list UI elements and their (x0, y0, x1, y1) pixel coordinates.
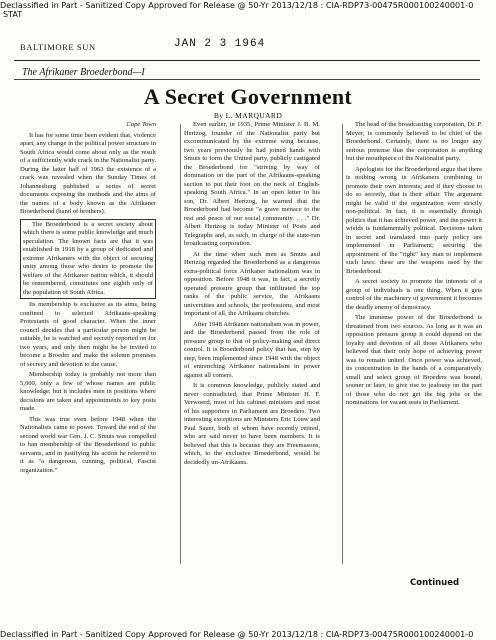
dateline: Cape Town (126, 121, 156, 128)
column-divider (180, 124, 181, 564)
paragraph: The immense power of the Broederbond is threatened from two sources. As long as it was an opposition pressure group it could depend on the loyalty and devotion of all those Afrikaners who believed that their only hope of achieving power was to remain united. Once power was achieved, its concentration in the hands of a comparatively small and select group of Broeders was bound, sooner or later, to give rise to jealousy on the part of those who do not get the big jobs or the nominations for vacant seats in Parliament. (346, 314, 482, 406)
article-column-3 (346, 121, 482, 566)
paragraph: Membership today is probably not more than 5,000, only a few of whose names are public knowledge; but it includes men in positions where decisions are taken and appointments to key posts made. (20, 371, 156, 412)
article-byline: By L. MARQUARD (213, 111, 283, 120)
paragraph: After 1948 Afrikaner nationalism was in power, and the Broederbond passed from the role of pressure group to that of policy-making and direct control. It is Broederbond policy that has, step by step, been implemented since 1948 with the object of entrenching Afrikaner nationalism in power against all comers. (184, 320, 320, 379)
date-stamp: JAN 2 3 1964 (174, 38, 266, 50)
paragraph: At the time when such men as Smuts and Hertzog regarded the Broederbond as a dangerous extra-political force Afrikaner nationalism was in opposition. Before 1948 it was, in fact, a secretly operated pressure group that infiltrated the top ranks of the public service, the Afrikaans universities and schools, the professions, and most important of all, the Afrikaans churches. (184, 250, 320, 317)
article-column-1 (20, 121, 156, 566)
paragraph: A secret society to promote the interests of a group of individuals is one thing. When it gets control of the machinery of government it becomes the deadly enemy of democracy. (346, 278, 482, 311)
kicker-rule (14, 79, 480, 80)
continued-label: Continued (410, 578, 460, 588)
column-divider (342, 124, 343, 564)
article-column-2 (184, 121, 320, 566)
declassification-banner-bottom: Declassified in Part - Sanitized Copy Approved for Release @ 50-Yr 2013/12/18 : CIA-RDP73-00475R000100240001-0 (0, 629, 496, 640)
masthead-rule (14, 60, 480, 61)
article-headline: A Secret Government (143, 84, 353, 109)
paragraph: Apologists for the Broederbond argue that there is nothing wrong in Afrikaners combining to promote their own interests; and if they choose to do so secretly, that is their affair. The argument might be valid if the organization were strictly non-political. In fact, it is essentially through politics that it has achieved power, and the power it wields is fundamentally political. Decisions taken in secret and translated into party policy are implemented in Parliament; securing the appointment of the "right" key man to implement such laws: these are the weapons used by the Broederbond. (346, 165, 482, 275)
paragraph: This was true even before 1948 when the Nationalists came to power. Toward the end of the second world war Gen. J. C. Smuts was compelled to ban membership of the Broederbond to public servants, and in justifying his action he referred to it as "a dangerous, cunning, political, Fascist organization." (20, 415, 156, 474)
paragraph: It is common knowledge, publicly stated and never contradicted, that Prime Minister H. F. Verwoerd, most of his cabinet ministers and most of his supporters in Parliament are Broeders. Two interesting exceptions are Ministers Eric Louw and Paul Sauer, both of whom have recently retired, who are said never to have been members. It is believed that this is because they are Freemasons, which, to the exclusive Broederbond, would be decidedly un-Afrikaans. (184, 382, 320, 466)
paragraph: The head of the broadcasting corporation, Dr. P. Meyer, is commonly believed to be chief of the Broederbond. Certainly, there is no longer any serious pretense that the corporation is anything but the mouthpiece of the Nationalist party. (346, 121, 482, 162)
article-kicker: The Afrikaner Broederbond—I (22, 67, 145, 78)
paragraph: The Broederbond is a secret society about which there is some public knowledge and much speculation. The known facts are that it was established in 1918 by a group of dedicated and extreme Afrikaners with the object of securing unity among those who desire to promote the welfare of the Afrikaner nation which, it should be remembered, constitutes one eighth only of the population of South Africa. (20, 219, 156, 300)
paragraph: Its membership is exclusive as its aims, being confined to selected Afrikaans-speaking Protestants of good character. When the inner council decides that a particular person might be suitable, he is watched and secretly reported on for two years, and only then might he be invited to become a Broeder and make the solemn promises of secrecy and devotion to the cause. (20, 301, 156, 368)
stat-stamp: STAT (3, 10, 23, 19)
paragraph: Even earlier, in 1935, Prime Minister J. B. M. Hertzog, founder of the Nationalist party but excommunicated by the extreme wing because, two years previously he had joined hands with Smuts to form the United party, publicly castigated the Broederbond for "striving by way of domination on the part of the Afrikaans-speaking section to put their foot on the neck of English-speaking South Africa." In an open letter to his son, Dr. Albert Hertzog, he warned that the Broederbond had become "a grave menace to the rest and peace of our social community. . . ." Dr. Albert Hertzog is today Minister of Posts and Telegraphs and, as such, in charge of the state-run broadcasting corporation. (184, 121, 320, 247)
declassification-banner-top: Declassified in Part - Sanitized Copy Approved for Release @ 50-Yr 2013/12/18 : CIA-RDP73-00475R000100240001-0 (0, 0, 496, 11)
paragraph: It has for some time been evident that, violence apart, any change in the political power structure in South Africa would come about only as the result of a sufficiently wide crack in the Nationalist party. During the latter half of 1963 the existence of a crack was revealed when the Sunday Times of Johannesburg published a series of secret documents exposing the methods and the aims of the names of a body known as the Afrikaner Broederbond (band of brothers). (20, 131, 156, 215)
newspaper-name: BALTIMORE SUN (20, 42, 96, 52)
